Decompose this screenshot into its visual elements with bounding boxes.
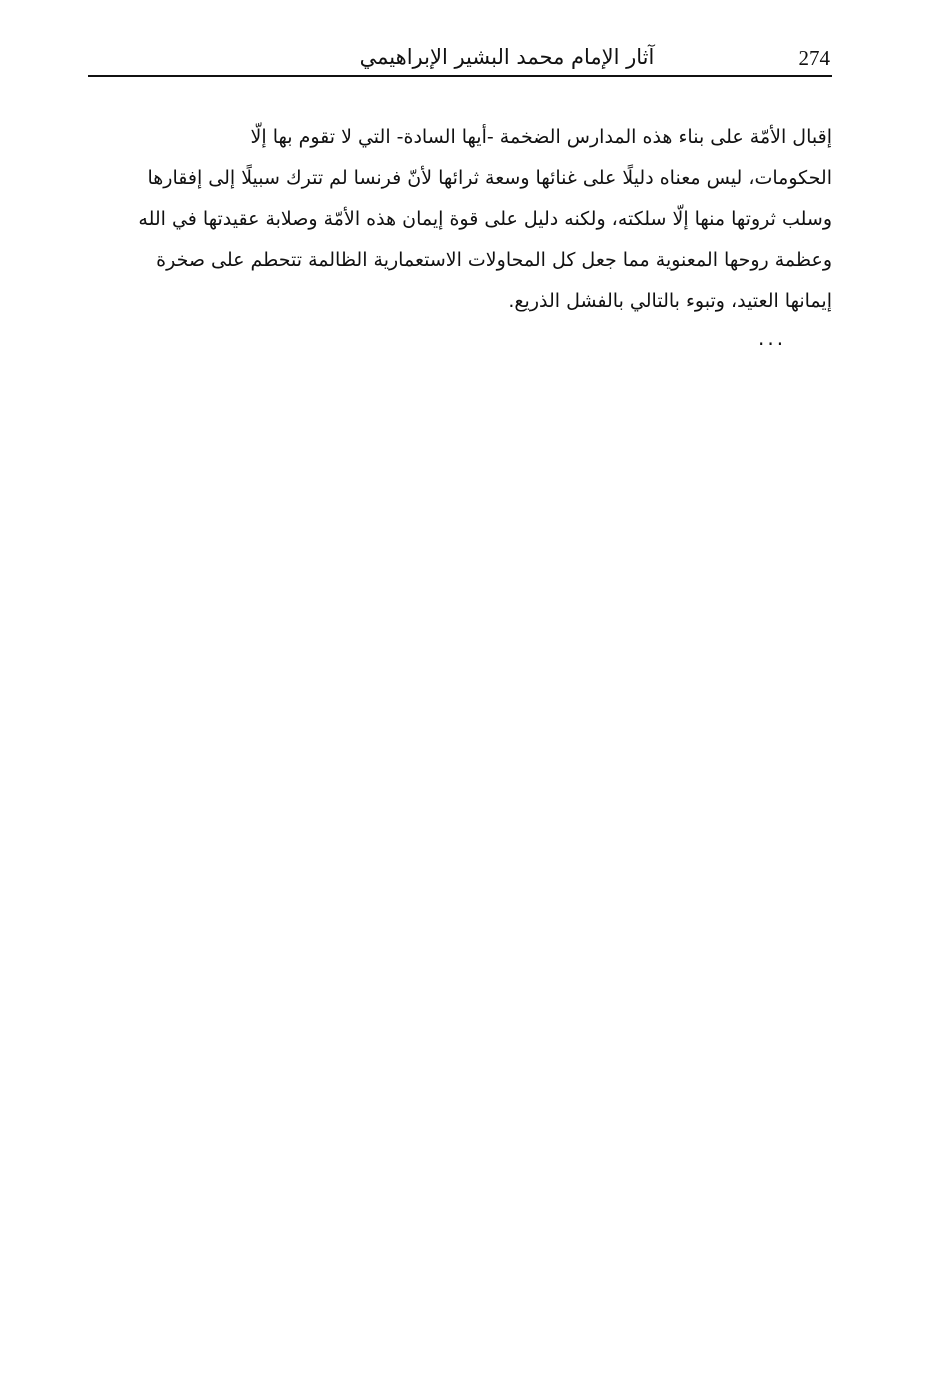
page-number: 274 [798, 46, 830, 70]
running-title: آثار الإمام محمد البشير الإبراهيمي [359, 45, 655, 69]
body-line: إيمانها العتيد، وتبوء بالتالي بالفشل الذريع. [508, 290, 832, 312]
ellipsis-marker: ... [758, 326, 787, 350]
body-paragraph [80, 117, 832, 322]
body-line: إقبال الأمّة على بناء هذه المدارس الضخمة -أيها السادة- التي لا تقوم بها إلّا [250, 126, 832, 148]
page-header [88, 42, 832, 76]
body-line: وسلب ثروتها منها إلّا سلكته، ولكنه دليل على قوة إيمان هذه الأمّة وصلابة عقيدتها في الله [138, 208, 832, 230]
body-line: الحكومات، ليس معناه دليلًا على غنائها وسعة ثرائها لأنّ فرنسا لم تترك سبيلًا إلى إفقارها [147, 167, 832, 189]
header-rule [88, 75, 832, 77]
body-line: وعظمة روحها المعنوية مما جعل كل المحاولات الاستعمارية الظالمة تتحطم على صخرة [156, 249, 832, 271]
